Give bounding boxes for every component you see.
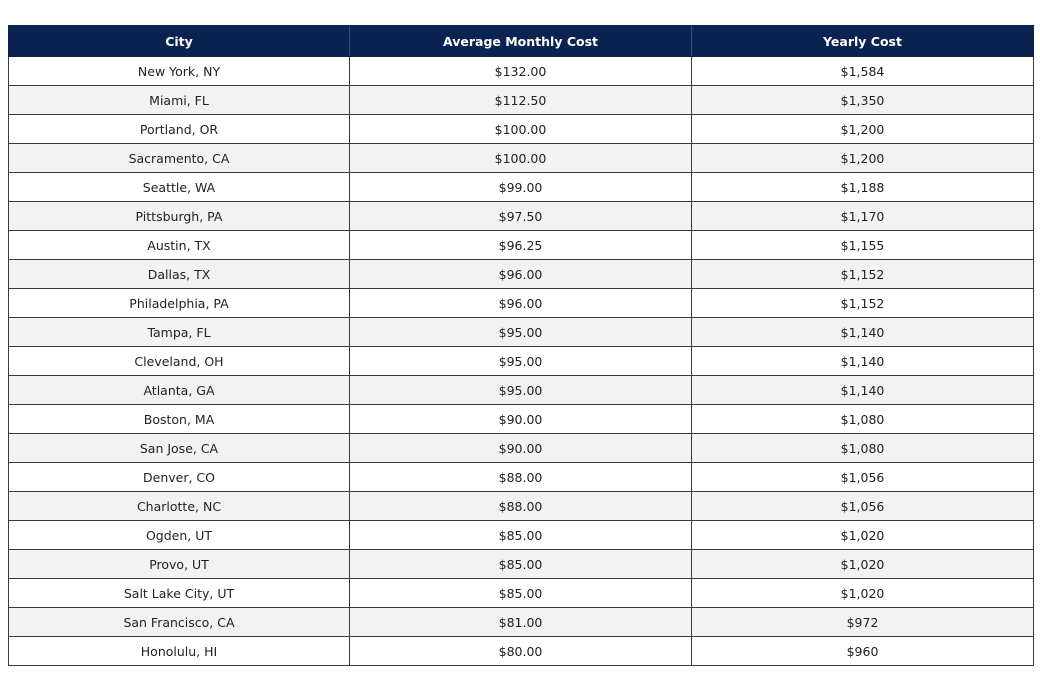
city-cell: San Jose, CA <box>9 434 350 463</box>
yearly-cost-cell: $1,080 <box>692 434 1034 463</box>
city-cell: Ogden, UT <box>9 521 350 550</box>
monthly-cost-cell: $88.00 <box>350 492 692 521</box>
table-row <box>9 347 1034 376</box>
monthly-cost-cell: $132.00 <box>350 57 692 86</box>
table-row <box>9 318 1034 347</box>
table-row <box>9 434 1034 463</box>
yearly-cost-cell: $1,200 <box>692 144 1034 173</box>
city-cell: San Francisco, CA <box>9 608 350 637</box>
city-cell: Philadelphia, PA <box>9 289 350 318</box>
city-cell: Sacramento, CA <box>9 144 350 173</box>
table-row <box>9 521 1034 550</box>
monthly-cost-cell: $96.25 <box>350 231 692 260</box>
monthly-cost-cell: $90.00 <box>350 434 692 463</box>
city-cell: Boston, MA <box>9 405 350 434</box>
city-cell: New York, NY <box>9 57 350 86</box>
city-cell: Austin, TX <box>9 231 350 260</box>
yearly-cost-cell: $1,155 <box>692 231 1034 260</box>
city-cell: Portland, OR <box>9 115 350 144</box>
table-row <box>9 463 1034 492</box>
city-cell: Charlotte, NC <box>9 492 350 521</box>
monthly-cost-cell: $85.00 <box>350 550 692 579</box>
monthly-cost-cell: $112.50 <box>350 86 692 115</box>
table-row <box>9 260 1034 289</box>
table-row <box>9 173 1034 202</box>
monthly-cost-cell: $95.00 <box>350 318 692 347</box>
table-row <box>9 202 1034 231</box>
header-average-monthly-cost: Average Monthly Cost <box>350 26 692 57</box>
yearly-cost-cell: $1,170 <box>692 202 1034 231</box>
yearly-cost-cell: $972 <box>692 608 1034 637</box>
table-row <box>9 608 1034 637</box>
monthly-cost-cell: $85.00 <box>350 579 692 608</box>
monthly-cost-cell: $81.00 <box>350 608 692 637</box>
yearly-cost-cell: $1,140 <box>692 347 1034 376</box>
yearly-cost-cell: $1,020 <box>692 521 1034 550</box>
table-row <box>9 57 1034 86</box>
monthly-cost-cell: $96.00 <box>350 260 692 289</box>
yearly-cost-cell: $1,140 <box>692 318 1034 347</box>
yearly-cost-cell: $1,152 <box>692 260 1034 289</box>
header-city: City <box>9 26 350 57</box>
yearly-cost-cell: $1,188 <box>692 173 1034 202</box>
monthly-cost-cell: $99.00 <box>350 173 692 202</box>
table-row <box>9 405 1034 434</box>
city-cell: Salt Lake City, UT <box>9 579 350 608</box>
city-cell: Honolulu, HI <box>9 637 350 666</box>
yearly-cost-cell: $1,056 <box>692 492 1034 521</box>
city-cell: Atlanta, GA <box>9 376 350 405</box>
table-body <box>9 57 1034 666</box>
city-cell: Dallas, TX <box>9 260 350 289</box>
city-cell: Pittsburgh, PA <box>9 202 350 231</box>
table-row <box>9 376 1034 405</box>
city-cell: Miami, FL <box>9 86 350 115</box>
table-row <box>9 86 1034 115</box>
monthly-cost-cell: $97.50 <box>350 202 692 231</box>
yearly-cost-cell: $1,152 <box>692 289 1034 318</box>
yearly-cost-cell: $1,140 <box>692 376 1034 405</box>
yearly-cost-cell: $1,020 <box>692 579 1034 608</box>
yearly-cost-cell: $1,584 <box>692 57 1034 86</box>
monthly-cost-cell: $85.00 <box>350 521 692 550</box>
table-row <box>9 144 1034 173</box>
monthly-cost-cell: $95.00 <box>350 376 692 405</box>
table-row <box>9 289 1034 318</box>
monthly-cost-cell: $100.00 <box>350 115 692 144</box>
cost-table-container <box>8 25 1033 666</box>
yearly-cost-cell: $1,056 <box>692 463 1034 492</box>
city-cell: Seattle, WA <box>9 173 350 202</box>
monthly-cost-cell: $100.00 <box>350 144 692 173</box>
city-cell: Denver, CO <box>9 463 350 492</box>
monthly-cost-cell: $80.00 <box>350 637 692 666</box>
header-yearly-cost: Yearly Cost <box>692 26 1034 57</box>
cost-table <box>8 25 1034 666</box>
table-row <box>9 231 1034 260</box>
city-cell: Tampa, FL <box>9 318 350 347</box>
table-row <box>9 492 1034 521</box>
city-cell: Provo, UT <box>9 550 350 579</box>
table-row <box>9 115 1034 144</box>
yearly-cost-cell: $1,350 <box>692 86 1034 115</box>
city-cell: Cleveland, OH <box>9 347 350 376</box>
yearly-cost-cell: $1,020 <box>692 550 1034 579</box>
table-row <box>9 579 1034 608</box>
header-row <box>9 26 1034 57</box>
yearly-cost-cell: $1,200 <box>692 115 1034 144</box>
table-header <box>9 26 1034 57</box>
yearly-cost-cell: $960 <box>692 637 1034 666</box>
table-row <box>9 550 1034 579</box>
monthly-cost-cell: $90.00 <box>350 405 692 434</box>
yearly-cost-cell: $1,080 <box>692 405 1034 434</box>
monthly-cost-cell: $88.00 <box>350 463 692 492</box>
table-row <box>9 637 1034 666</box>
monthly-cost-cell: $95.00 <box>350 347 692 376</box>
monthly-cost-cell: $96.00 <box>350 289 692 318</box>
